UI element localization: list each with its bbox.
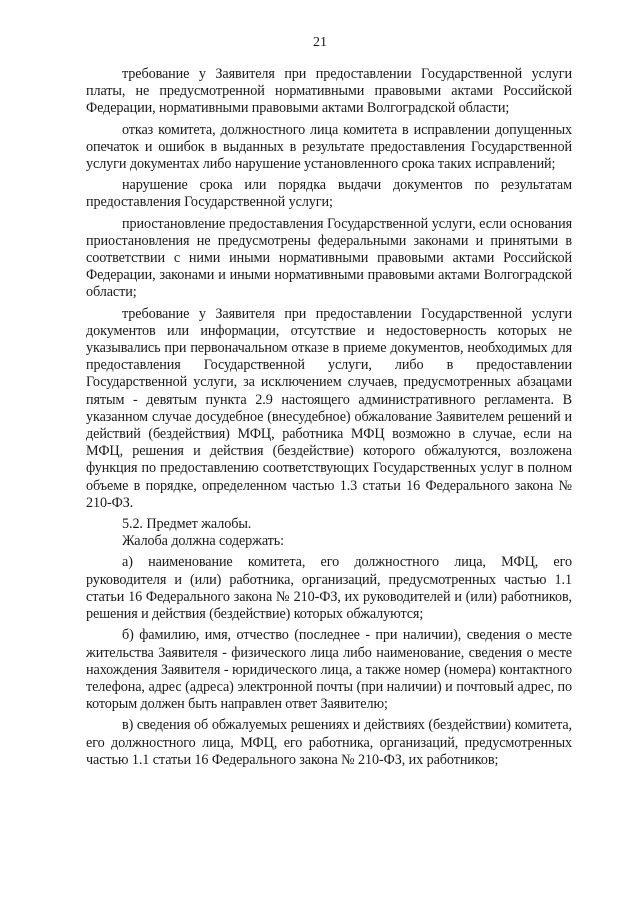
document-body	[86, 66, 572, 769]
section-heading-complaint-subject: 5.2. Предмет жалобы.	[122, 516, 252, 533]
paragraph-refusal-to-correct: отказ комитета, должностного лица комитета в исправлении допущенных опечаток и ошибок в выданных в результате предоставления Государственной услуги документах либо нарушение установленного срока таких исправлений;	[86, 121, 572, 173]
paragraph-complaint-contents: Жалоба должна содержать:	[122, 533, 284, 550]
paragraph-fee-requirement: требование у Заявителя при предоставлении Государственной услуги платы, не предусмотренной нормативными правовыми актами Российской Федерации, нормативными правовыми актами Волгоградской области;	[86, 66, 572, 117]
paragraph-document-requirement: требование у Заявителя при предоставлении Государственной услуги документов или информации, отсутствие и недостоверность которых не указывались при первоначальном отказе в приеме документов, необходимых для предоставления Государственной услуги, либо в предоставлении Государственной услуги, за исключением случаев, предусмотренных абзацами пятым - девятым пункта 2.9 настоящего административного регламента. В указанном случае досудебное (внесудебное) обжалование Заявителем решений и действий (бездействия) МФЦ, работника МФЦ возможно в случае, если на МФЦ, решения и действия (бездействие) которого обжалуются, возложена функция по предоставлению соответствующих Государственных услуг в полном объеме в порядке, определенном частью 1.3 статьи 16 Федерального закона № 210-ФЗ.	[86, 305, 572, 511]
list-item-c: в) сведения об обжалуемых решениях и действиях (бездействии) комитета, его должностного лица, МФЦ, его работника, организаций, предусмотренных частью 1.1 статьи 16 Федерального закона № 210-ФЗ, их работников;	[86, 717, 572, 768]
paragraph-suspension: приостановление предоставления Государственной услуги, если основания приостановления не предусмотрены федеральными законами и принятыми в соответствии с ними иными нормативными правовыми актами Российской Федерации, законами и иными нормативными правовыми актами Волгоградской области;	[86, 215, 572, 301]
page-number: 21	[313, 35, 327, 50]
list-item-a: а) наименование комитета, его должностного лица, МФЦ, его руководителя и (или) работника, организаций, предусмотренных частью 1.1 статьи 16 Федерального закона № 210-ФЗ, их руководителей и (или) работников, решения и действия (бездействие) которых обжалуются;	[86, 554, 572, 623]
paragraph-issue-deadline: нарушение срока или порядка выдачи документов по результатам предоставления Государственной услуги;	[86, 177, 572, 211]
list-item-b: б) фамилию, имя, отчество (последнее - при наличии), сведения о месте жительства Заявителя - физического лица либо наименование, сведения о месте нахождения Заявителя - юридического лица, а также номер (номера) контактного телефона, адрес (адреса) электронной почты (при наличии) и почтовый адрес, по которым должен быть направлен ответ Заявителю;	[86, 627, 572, 713]
